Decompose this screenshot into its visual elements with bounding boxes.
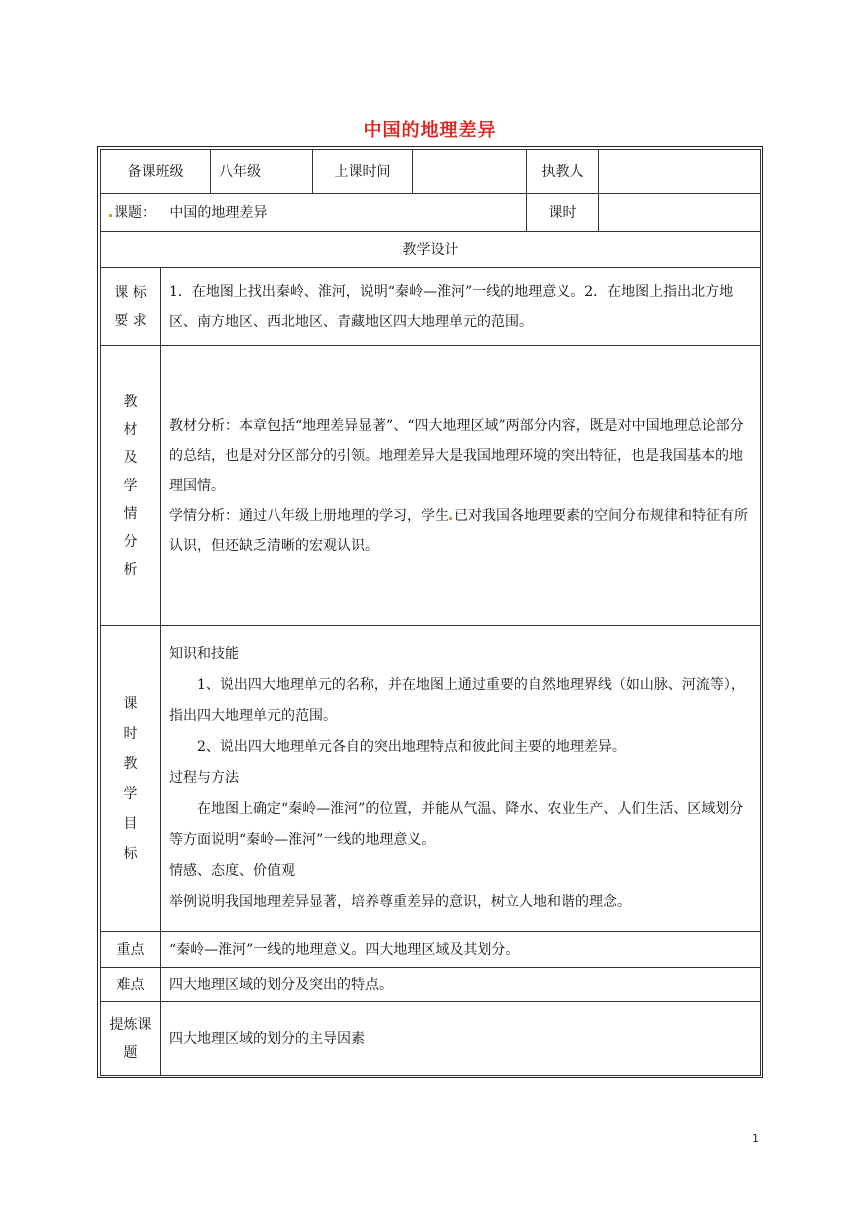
emotion-heading: 情感、态度、价值观 <box>169 863 295 879</box>
period-value <box>599 194 761 232</box>
key-point-row <box>101 932 761 968</box>
topic-cell <box>101 194 527 232</box>
standards-label-line2: 要 求 <box>114 312 147 329</box>
class-value: 八年级 <box>211 150 313 194</box>
objectives-label-char: 标 <box>123 845 138 862</box>
objectives-label-char: 教 <box>123 755 138 772</box>
topic-value: 中国的地理差异 <box>169 204 268 221</box>
difficulty-text: 四大地理区域的划分及突出的特点。 <box>161 968 761 1002</box>
header-row <box>101 150 761 194</box>
difficulty-row <box>101 968 761 1002</box>
refined-topic-label-line1: 提炼课 <box>109 1016 152 1033</box>
key-point-text: “秦岭—淮河”一线的地理意义。四大地理区域及其划分。 <box>161 932 761 968</box>
time-label: 上课时间 <box>313 150 413 194</box>
objectives-label <box>101 626 161 932</box>
student-analysis-part2: 已对我国各地理要素的空间分布规律和特征有所认识，但还缺乏清晰的宏观认识。 <box>169 507 748 554</box>
objectives-label-char: 时 <box>123 725 138 742</box>
period-label: 课时 <box>527 194 599 232</box>
analysis-label-char: 分 <box>123 533 138 550</box>
time-value <box>413 150 527 194</box>
knowledge-item-2: 2、说出四大地理单元各自的突出地理特点和彼此间主要的地理差异。 <box>197 739 626 755</box>
objectives-label-char: 目 <box>123 815 138 832</box>
page-number: 1 <box>752 1132 759 1145</box>
analysis-row <box>101 346 761 626</box>
refined-topic-row <box>101 1002 761 1076</box>
refined-topic-text: 四大地理区域的划分的主导因素 <box>161 1002 761 1076</box>
analysis-label-char: 学 <box>123 477 138 494</box>
objectives-row <box>101 626 761 932</box>
process-heading: 过程与方法 <box>169 770 239 786</box>
class-label: 备课班级 <box>101 150 211 194</box>
topic-row <box>101 194 761 232</box>
lesson-plan-table <box>100 149 761 1076</box>
page-title: 中国的地理差异 <box>363 120 497 141</box>
analysis-label-char: 教 <box>123 393 138 410</box>
difficulty-label: 难点 <box>101 968 161 1002</box>
marker-icon <box>449 517 452 520</box>
standards-row <box>101 268 761 346</box>
analysis-label-char: 材 <box>123 421 138 438</box>
design-heading: 教学设计 <box>101 232 761 268</box>
student-analysis <box>169 501 752 561</box>
analysis-label-char: 析 <box>123 561 138 578</box>
refined-topic-label <box>101 1002 161 1076</box>
analysis-label-char: 情 <box>123 505 138 522</box>
standards-text: 1．在地图上找出秦岭、淮河，说明“秦岭—淮河”一线的地理意义。2．在地图上指出北方地区、南方地区、西北地区、青藏地区四大地理单元的范围。 <box>161 268 761 346</box>
student-analysis-part1: 学情分析：通过八年级上册地理的学习，学生 <box>169 507 449 524</box>
standards-label <box>101 268 161 346</box>
design-heading-row <box>101 232 761 268</box>
marker-icon <box>109 214 112 217</box>
process-text: 在地图上确定“秦岭—淮河”的位置，并能从气温、降水、农业生产、人们生活、区域划分等方面说明“秦岭—淮河”一线的地理意义。 <box>169 801 744 848</box>
refined-topic-label-line2: 题 <box>123 1044 138 1061</box>
key-point-label: 重点 <box>101 932 161 968</box>
topic-label: 课题： <box>114 204 156 221</box>
textbook-analysis: 教材分析：本章包括“地理差异显著”、“四大地理区域”两部分内容，既是对中国地理总论部分的总结，也是对分区部分的引领。地理差异大是我国地理环境的突出特征，也是我国基本的地理国情。 <box>169 417 744 494</box>
analysis-label-char: 及 <box>123 449 138 466</box>
objectives-label-char: 课 <box>123 695 138 712</box>
analysis-label <box>101 346 161 626</box>
analysis-text <box>161 346 761 626</box>
emotion-text: 举例说明我国地理差异显著，培养尊重差异的意识，树立人地和谐的理念。 <box>169 894 631 910</box>
objectives-text <box>161 626 761 932</box>
knowledge-item-1: 1、说出四大地理单元的名称，并在地图上通过重要的自然地理界线（如山脉、河流等），指出四大地理单元的范围。 <box>169 677 745 724</box>
objectives-label-char: 学 <box>123 785 138 802</box>
knowledge-heading: 知识和技能 <box>169 646 239 662</box>
teacher-value <box>599 150 761 194</box>
teacher-label: 执教人 <box>527 150 599 194</box>
standards-label-line1: 课 标 <box>114 284 147 301</box>
